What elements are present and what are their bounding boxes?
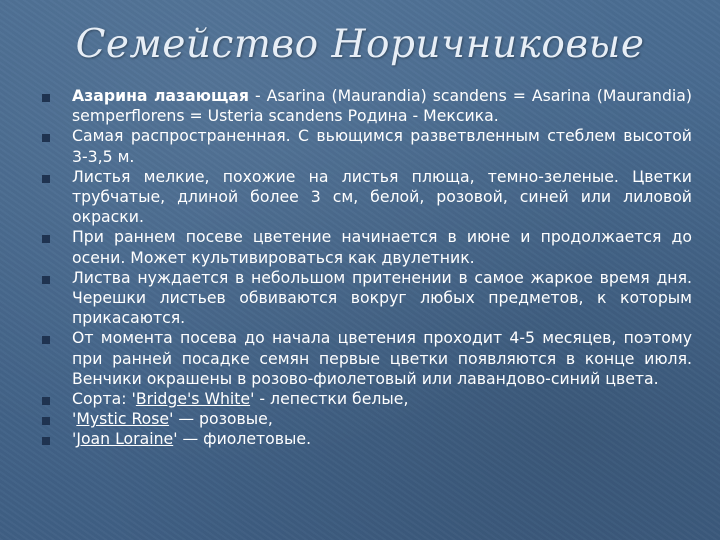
list-item	[40, 86, 692, 126]
square-bullet-icon	[42, 397, 50, 405]
item-text-suffix: ' — фиолетовые.	[173, 429, 312, 449]
square-bullet-icon	[42, 336, 50, 344]
variety-name-link[interactable]: Joan Loraine	[76, 429, 174, 449]
list-item	[40, 429, 692, 449]
item-text: Листья мелкие, похожие на листья плюща, темно-зеленые. Цветки трубчатые, длиной более 3 см, белой, розовой, синей или лиловой окраски.	[72, 166, 692, 227]
item-text: Листва нуждается в небольшом притенении в самое жаркое время дня. Черешки листьев обвиваются вокруг любых предметов, к которым прикасаются.	[72, 267, 692, 328]
variety-name-link[interactable]: Mystic Rose	[76, 409, 170, 429]
item-text-prefix: Сорта: '	[72, 389, 136, 409]
list-item	[40, 389, 692, 409]
square-bullet-icon	[42, 437, 50, 445]
item-text: При раннем посеве цветение начинается в июне и продолжается до осени. Может культивироваться как двулетник.	[72, 227, 692, 267]
item-text-prefix: '	[72, 429, 77, 449]
square-bullet-icon	[42, 417, 50, 425]
item-text-suffix: ' - лепестки белые,	[250, 389, 409, 409]
list-item	[40, 328, 692, 389]
list-item	[40, 268, 692, 329]
item-text: - Asarina (Maurandia) scandens = Asarina (Maurandia) semperflorens = Usteria scandens Родина - Мексика.	[72, 86, 693, 126]
plant-name: Азарина лазающая	[72, 86, 249, 105]
item-text-suffix: ' — розовые,	[169, 409, 273, 429]
list-item	[40, 227, 692, 267]
square-bullet-icon	[42, 276, 50, 284]
square-bullet-icon	[42, 175, 50, 183]
item-text: Самая распространенная. С вьющимся разветвленным стеблем высотой 3-3,5 м.	[72, 126, 692, 166]
square-bullet-icon	[42, 94, 50, 102]
item-text: От момента посева до начала цветения проходит 4-5 месяцев, поэтому при ранней посадке семян первые цветки появляются в конце июля. Венчики окрашены в розово-фиолетовый или лавандово-синий цвета.	[72, 328, 692, 388]
square-bullet-icon	[42, 134, 50, 142]
list-item	[40, 167, 692, 228]
square-bullet-icon	[42, 235, 50, 243]
slide-title: Семейство Норичниковые	[75, 22, 645, 67]
list-item	[40, 126, 692, 166]
bullet-list	[40, 86, 692, 450]
list-item	[40, 409, 692, 429]
item-text-prefix: '	[72, 409, 77, 429]
variety-name-link[interactable]: Bridge's White	[135, 389, 251, 409]
